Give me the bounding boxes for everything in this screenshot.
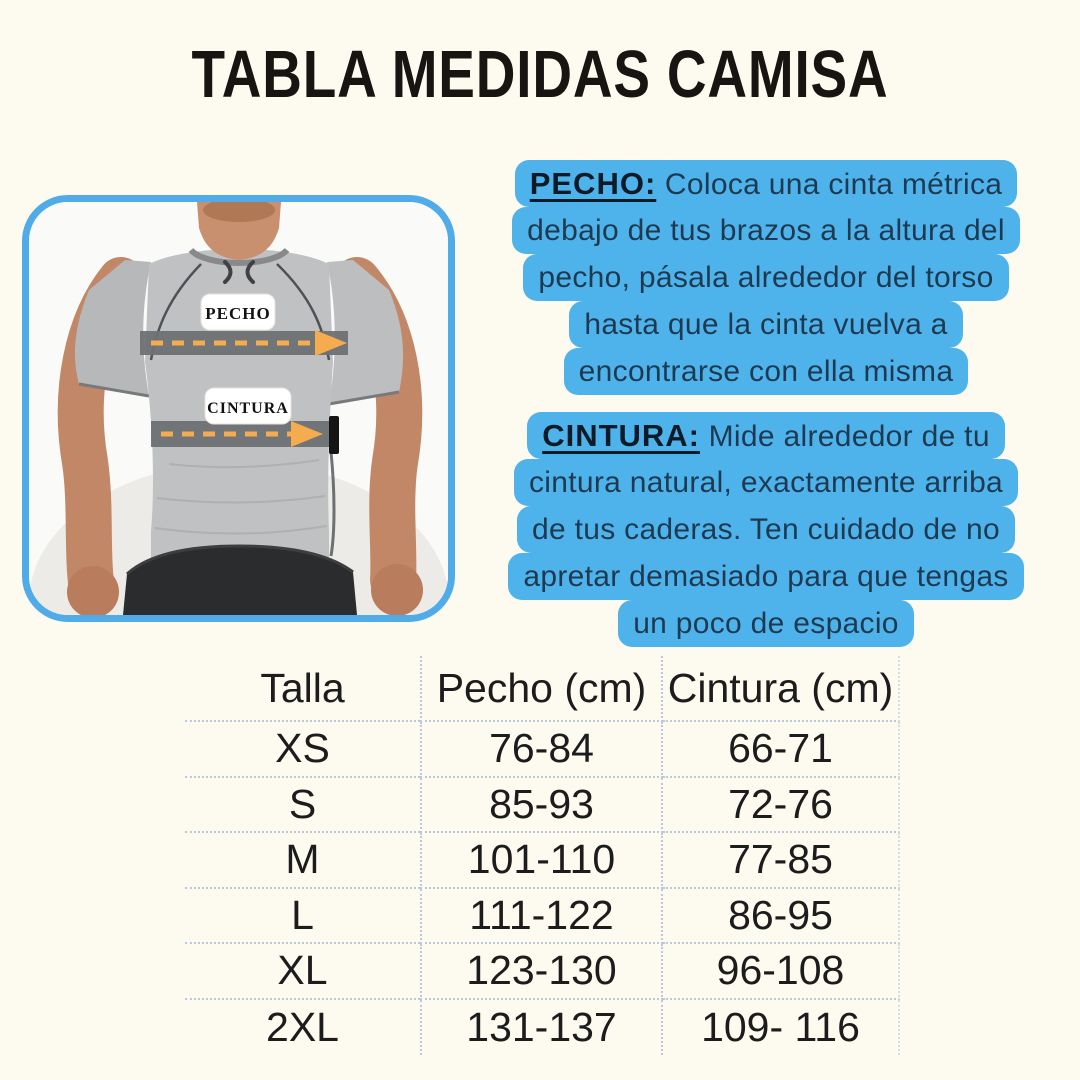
table-cell: S: [185, 778, 420, 834]
table-cell: 86-95: [663, 889, 900, 945]
cintura-line-4: apretar demasiado para que tengas: [508, 553, 1023, 600]
pecho-term: PECHO:: [529, 166, 657, 201]
table-cell: 66-71: [663, 722, 900, 778]
cintura-instruction-block: [452, 412, 1080, 647]
table-cell: 101-110: [420, 833, 663, 889]
table-cell: M: [185, 833, 420, 889]
pecho-line-4: hasta que la cinta vuelva a: [569, 301, 962, 348]
cintura-line-2: cintura natural, exactamente arriba: [514, 459, 1018, 506]
waist-label: CINTURA: [207, 400, 289, 417]
pecho-line-5: encontrarse con ella misma: [564, 348, 969, 395]
chest-label-badge: [201, 294, 275, 330]
cintura-line-5: un poco de espacio: [618, 600, 914, 647]
cintura-line-3: de tus caderas. Ten cuidado de no: [517, 506, 1015, 553]
table-cell: L: [185, 889, 420, 945]
waist-label-badge: [205, 388, 291, 424]
pecho-instruction-block: [452, 160, 1080, 395]
cintura-term: CINTURA:: [542, 418, 700, 453]
pecho-line-2: debajo de tus brazos a la altura del: [512, 207, 1020, 254]
right-fist: [371, 564, 423, 615]
chest-label: PECHO: [205, 304, 271, 323]
table-cell: 131-137: [420, 1000, 663, 1056]
column-header-talla: Talla: [185, 656, 420, 722]
page-title: TABLA MEDIDAS CAMISA: [191, 37, 889, 112]
table-cell: 111-122: [420, 889, 663, 945]
table-cell: 85-93: [420, 778, 663, 834]
table-cell: 2XL: [266, 1003, 339, 1050]
table-cell: 76-84: [420, 722, 663, 778]
table-cell: XL: [185, 944, 420, 1000]
chest-measure-band: [140, 330, 348, 356]
table-cell: 96-108: [663, 944, 900, 1000]
table-cell: 77-85: [663, 833, 900, 889]
column-header-pecho: Pecho (cm): [420, 656, 663, 722]
pecho-line-3: pecho, pásala alrededor del torso: [523, 254, 1008, 301]
cintura-line-1: Mide alrededor de tu: [700, 420, 990, 453]
size-table: [185, 656, 900, 1055]
torso-illustration: [29, 202, 448, 615]
table-cell: 109- 116: [663, 1000, 900, 1056]
measurement-figure-frame: [22, 195, 455, 622]
pecho-line-1: Coloca una cinta métrica: [656, 168, 1003, 201]
table-cell: 72-76: [663, 778, 900, 834]
column-header-cintura: Cintura (cm): [663, 656, 900, 722]
table-cell: XS: [185, 722, 420, 778]
table-cell: 123-130: [420, 944, 663, 1000]
